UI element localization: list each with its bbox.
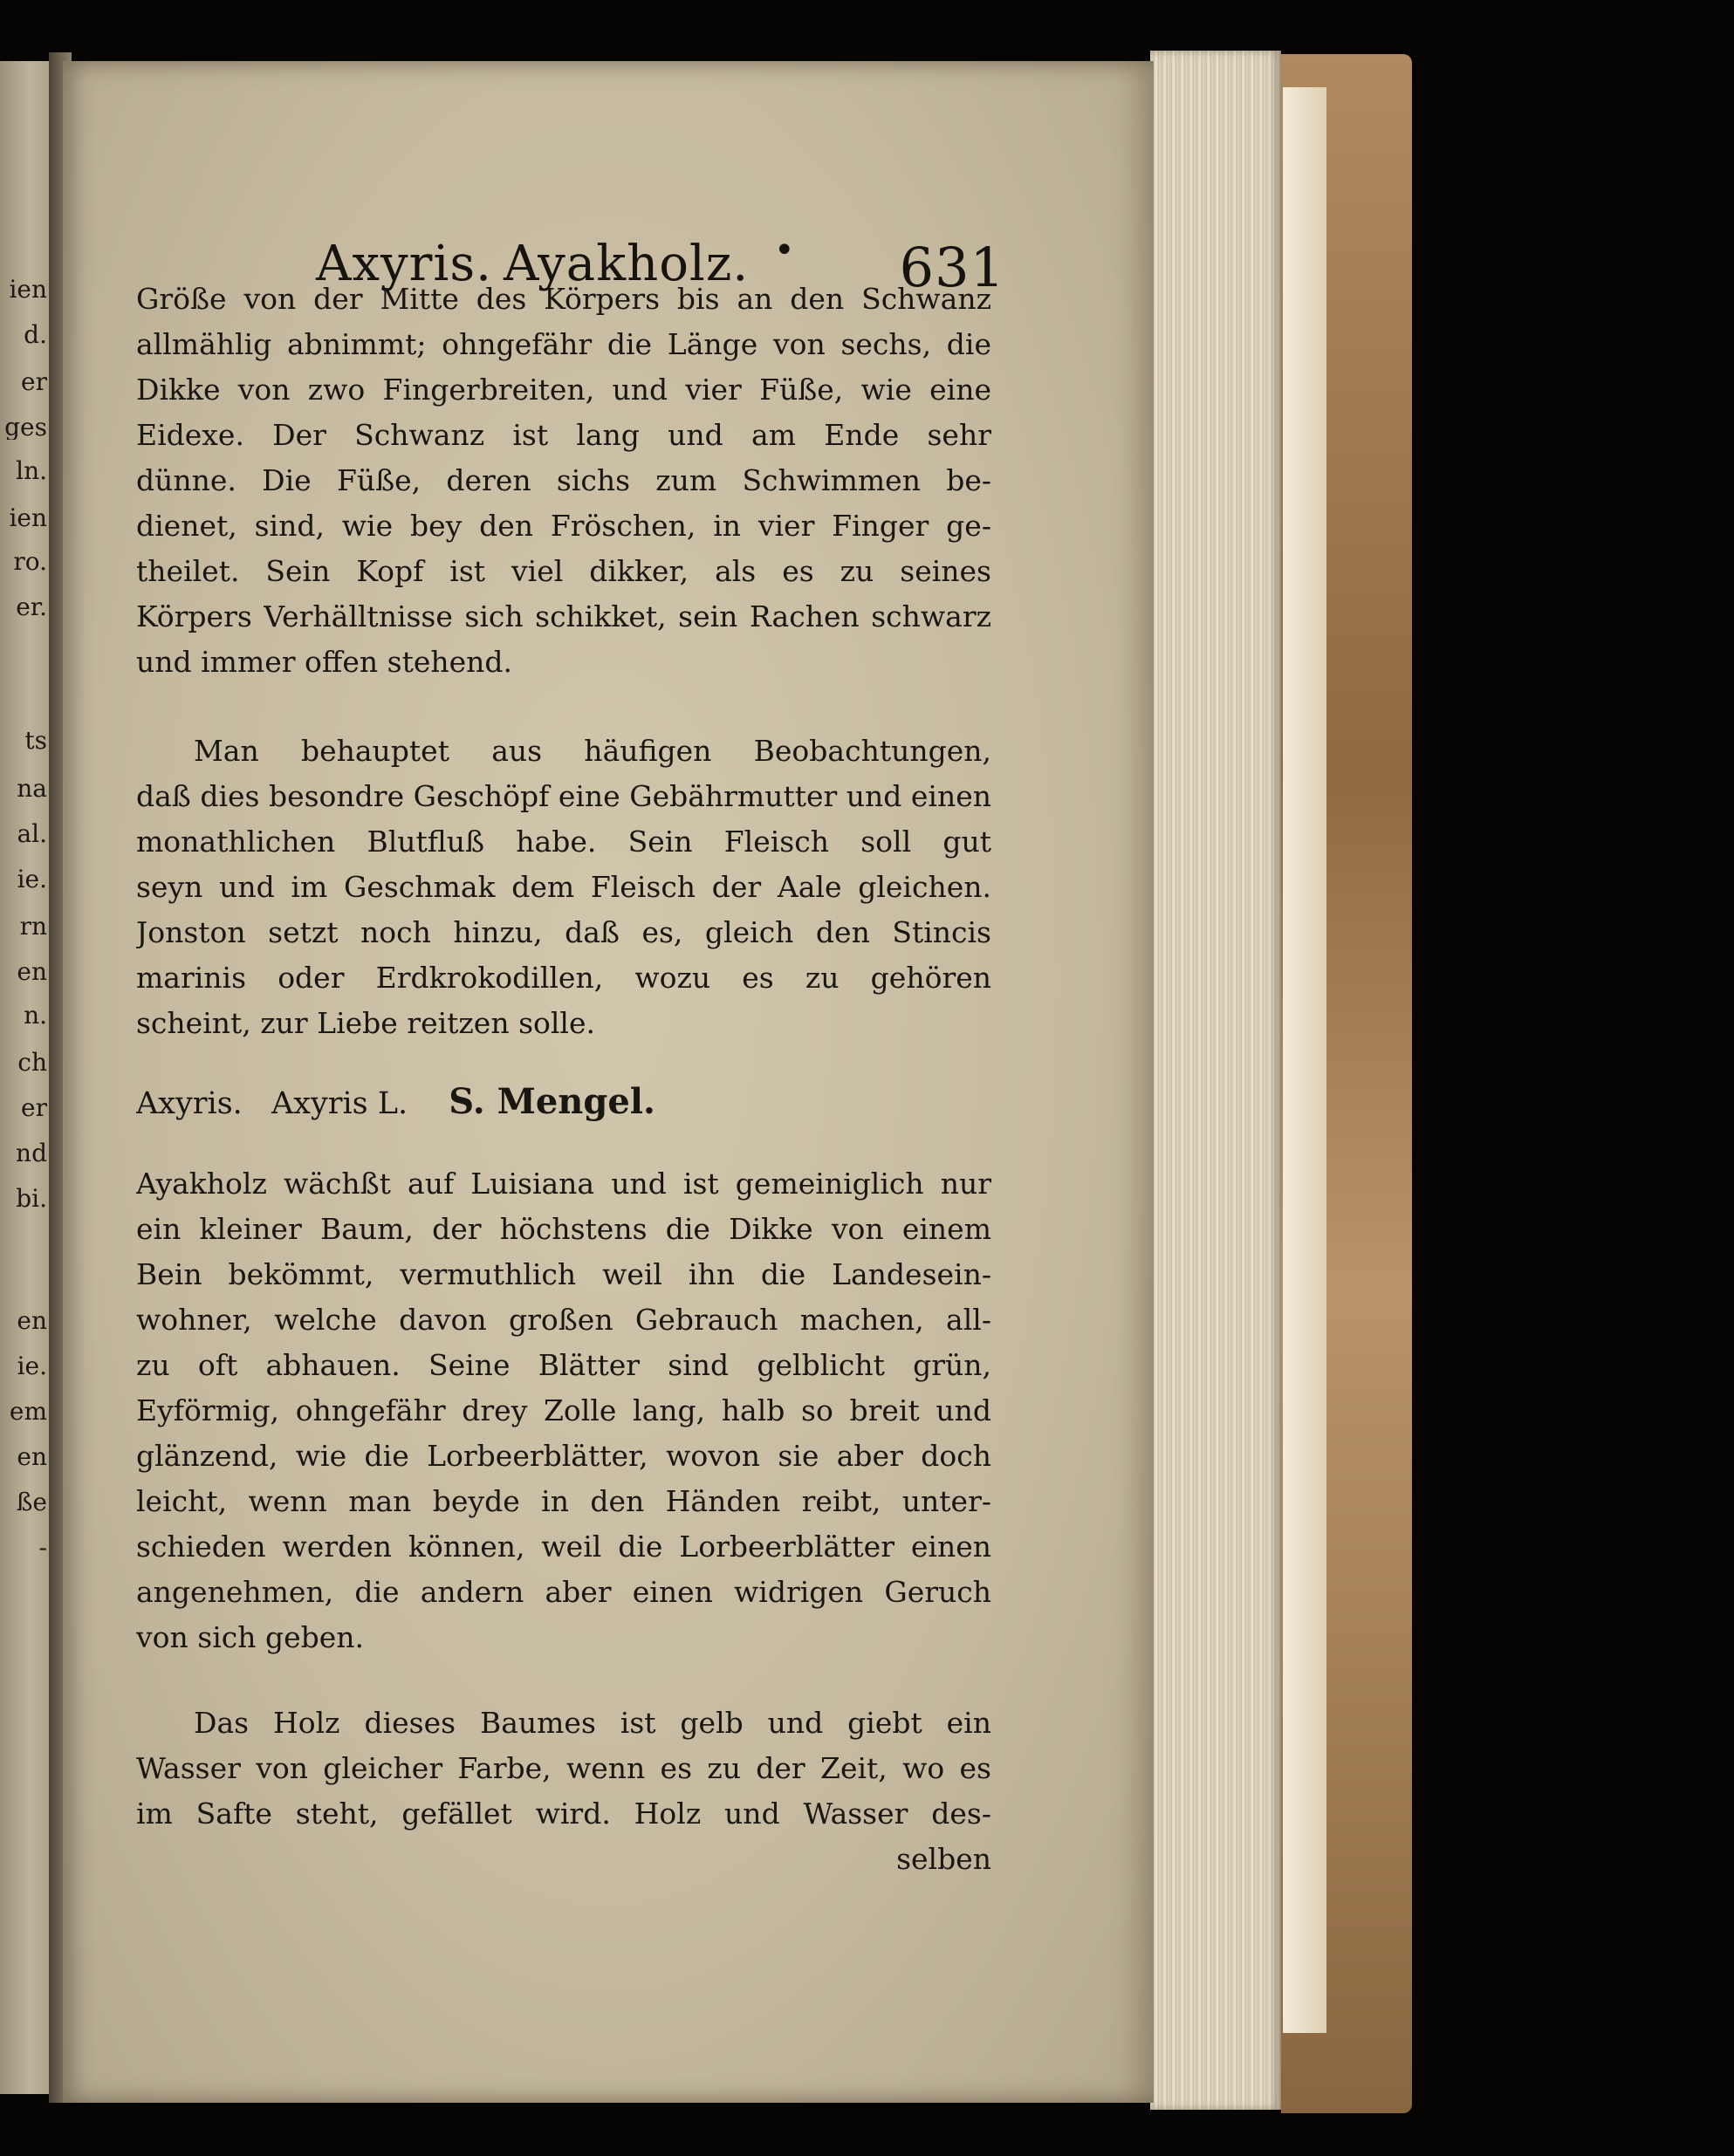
entry-heading-axyris xyxy=(136,1080,991,1124)
running-head-separator: • xyxy=(774,230,796,270)
left-fragment: er. xyxy=(16,595,47,619)
left-fragment: ien xyxy=(9,506,47,530)
left-fragment: rn xyxy=(19,914,47,939)
left-fragment: d. xyxy=(24,323,47,347)
text-line: von sich geben. xyxy=(136,1620,365,1654)
text-line: dünne. Die Füße, deren sichs zum Schwimmen be- xyxy=(136,463,991,497)
left-fragment: ln. xyxy=(16,459,47,483)
catchword: selben xyxy=(896,1842,991,1876)
text-line: Eidexe. Der Schwanz ist lang und am Ende sehr xyxy=(136,418,991,452)
text-line: Größe von der Mitte des Körpers bis an den Schwanz xyxy=(136,282,991,316)
endpaper xyxy=(1283,87,1326,2033)
left-fragment: en xyxy=(17,1309,47,1333)
text-line: zu oft abhauen. Seine Blätter sind gelblicht grün, xyxy=(136,1348,991,1382)
left-fragment: er xyxy=(21,1096,47,1120)
text-line: daß dies besondre Geschöpf eine Gebährmutter und einen xyxy=(136,779,991,813)
running-head-left: Axyris. xyxy=(316,236,492,292)
text-line: Wasser von gleicher Farbe, wenn es zu der Zeit, wo es xyxy=(136,1751,991,1785)
text-line: im Safte steht, gefället wird. Holz und Wasser des- xyxy=(136,1797,991,1831)
text-line: ein kleiner Baum, der höchstens die Dikke von einem xyxy=(136,1212,991,1246)
left-fragment: en xyxy=(17,1445,47,1469)
text-line: theilet. Sein Kopf ist viel dikker, als es zu seines xyxy=(136,554,991,588)
book-page xyxy=(63,61,1154,2103)
page-edges xyxy=(1150,51,1281,2110)
entry-latin-name: Axyris L. xyxy=(271,1086,408,1121)
left-fragment: nd xyxy=(16,1141,47,1166)
text-line: allmählig abnimmt; ohngefähr die Länge von sechs, die xyxy=(136,327,991,361)
text-line: Jonston setzt noch hinzu, daß es, gleich den Stincis xyxy=(136,915,991,949)
entry-term: Axyris. xyxy=(136,1086,243,1121)
text-line: scheint, zur Liebe reitzen solle. xyxy=(136,1006,596,1040)
left-fragment: na xyxy=(17,777,47,801)
text-line: marinis oder Erdkrokodillen, wozu es zu gehören xyxy=(136,961,991,995)
text-line: Körpers Verhälltnisse sich schikket, sein Rachen schwarz xyxy=(136,599,991,633)
text-line: glänzend, wie die Lorbeerblätter, wovon sie aber doch xyxy=(136,1439,991,1473)
text-line: monathlichen Blutfluß habe. Sein Fleisch soll gut xyxy=(136,825,991,859)
text-line: Dikke von zwo Fingerbreiten, und vier Füße, wie eine xyxy=(136,373,991,407)
text-line: schieden werden können, weil die Lorbeerblätter einen xyxy=(136,1530,991,1564)
page-number: 631 xyxy=(899,236,1005,299)
left-fragment: em xyxy=(9,1400,47,1424)
left-fragment: en xyxy=(17,960,47,984)
text-line: Das Holz dieses Baumes ist gelb und giebt ein xyxy=(194,1706,991,1740)
left-fragment: - xyxy=(38,1536,47,1560)
left-fragment: ie. xyxy=(17,1354,47,1379)
left-fragment: ße xyxy=(16,1490,47,1515)
text-line: Eyförmig, ohngefähr drey Zolle lang, halb so breit und xyxy=(136,1393,991,1427)
left-fragment: ges xyxy=(4,415,47,440)
text-line: und immer offen stehend. xyxy=(136,645,513,679)
left-fragment: ro. xyxy=(13,550,47,574)
left-fragment: er xyxy=(21,370,47,394)
running-head-right: Ayakholz. xyxy=(504,236,750,292)
text-line: Bein bekömmt, vermuthlich weil ihn die Landesein- xyxy=(136,1257,991,1291)
left-fragment: ts xyxy=(24,729,47,753)
left-fragment: al. xyxy=(17,822,47,846)
text-line: Man behauptet aus häufigen Beobachtungen, xyxy=(194,734,991,768)
left-fragment: ch xyxy=(17,1051,47,1075)
text-line: seyn und im Geschmak dem Fleisch der Aale gleichen. xyxy=(136,870,991,904)
text-line: Ayakholz wächßt auf Luisiana und ist gemeiniglich nur xyxy=(136,1167,991,1201)
text-line: dienet, sind, wie bey den Fröschen, in vier Finger ge- xyxy=(136,509,991,543)
text-line: wohner, welche davon großen Gebrauch machen, all- xyxy=(136,1303,991,1337)
text-line: angenehmen, die andern aber einen widrigen Geruch xyxy=(136,1575,991,1609)
previous-page-edge xyxy=(0,61,54,2094)
left-fragment: n. xyxy=(24,1003,47,1028)
entry-cross-reference: S. Mengel. xyxy=(449,1081,655,1122)
left-fragment: ien xyxy=(9,277,47,302)
left-fragment: ie. xyxy=(17,867,47,892)
text-line: leicht, wenn man beyde in den Händen reibt, unter- xyxy=(136,1484,991,1518)
left-fragment: bi. xyxy=(16,1187,47,1211)
